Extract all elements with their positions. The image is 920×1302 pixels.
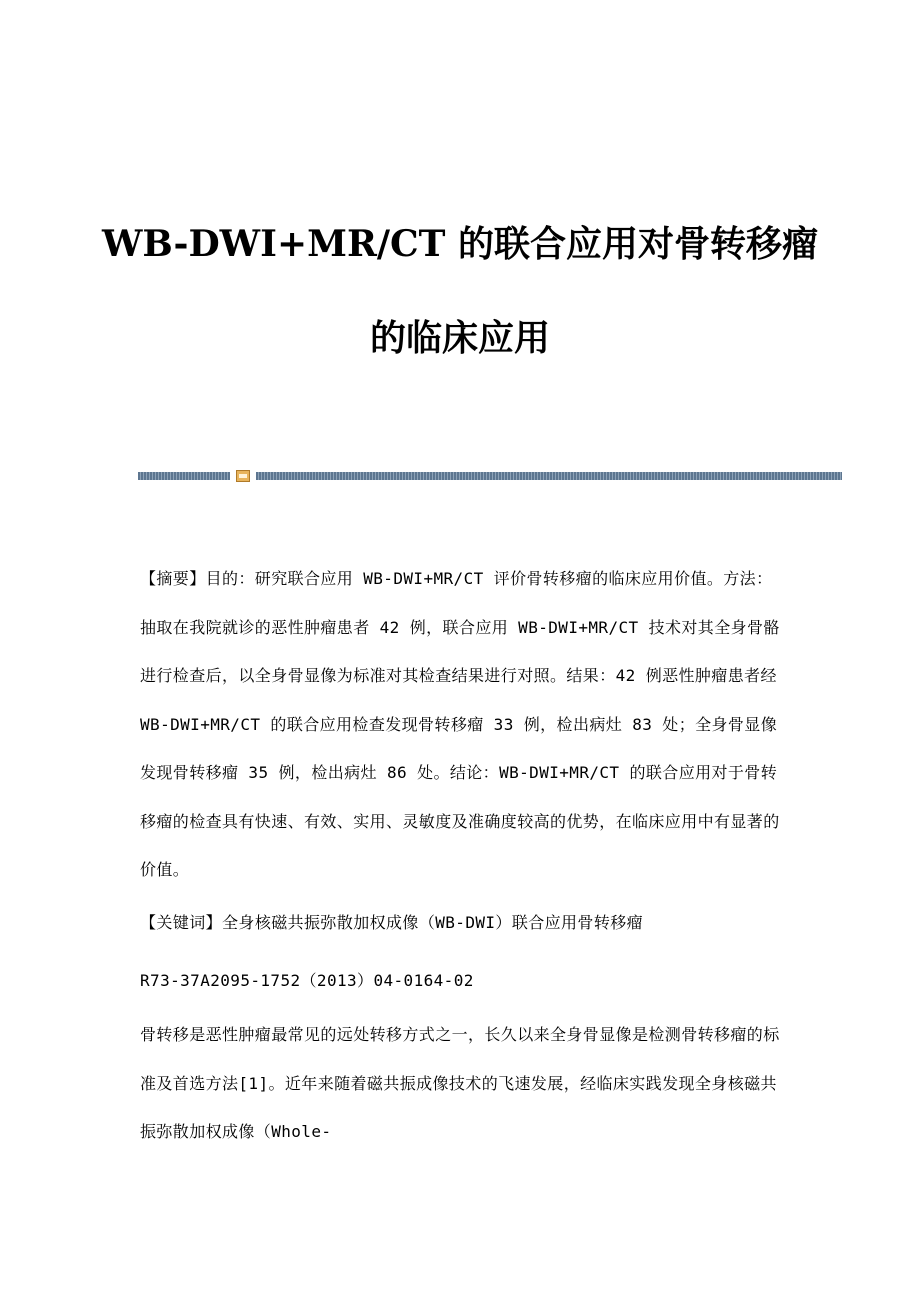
keywords-paragraph bbox=[140, 899, 780, 948]
divider-bar-right bbox=[256, 472, 842, 480]
abstract-text: 目的：研究联合应用 WB-DWI+MR/CT 评价骨转移瘤的临床应用价值。方法：抽取在我院就诊的恶性肿瘤患者 42 例，联合应用 WB-DWI+MR/CT 技术对其全身骨骼进行检查后，以全身骨显像为标准对其检查结果进行对照。结果：42 例恶性肿瘤患者经 WB-DWI+MR/CT 的联合应用检查发现骨转移瘤 33 例，检出病灶 83 处；全身骨显像发现骨转移瘤 35 例，检出病灶 86 处。结论：WB-DWI+MR/CT 的联合应用对于骨转移瘤的检查具有快速、有效、实用、灵敏度及准确度较高的优势，在临床应用中有显著的价值。 bbox=[140, 569, 780, 879]
abstract-label: 【摘要】 bbox=[140, 569, 206, 588]
title-line-1: WB-DWI+MR/CT 的联合应用对骨转移瘤 bbox=[101, 223, 818, 265]
keywords-label: 【关键词】 bbox=[140, 913, 223, 932]
classification-codes: R73-37A2095-1752（2013）04-0164-02 bbox=[140, 971, 474, 990]
keywords-text: 全身核磁共振弥散加权成像（WB-DWI）联合应用骨转移瘤 bbox=[222, 913, 644, 932]
title-line-2: 的临床应用 bbox=[369, 317, 550, 359]
abstract-paragraph bbox=[140, 555, 780, 895]
divider-bar-left bbox=[138, 472, 230, 480]
body-paragraph: 骨转移是恶性肿瘤最常见的远处转移方式之一，长久以来全身骨显像是检测骨转移瘤的标准及首选方法[1]。近年来随着磁共振成像技术的飞速发展，经临床实践发现全身核磁共振弥散加权成像（Whole- bbox=[140, 1025, 780, 1141]
divider-ornament-icon bbox=[236, 470, 250, 482]
decorative-divider bbox=[138, 470, 842, 482]
